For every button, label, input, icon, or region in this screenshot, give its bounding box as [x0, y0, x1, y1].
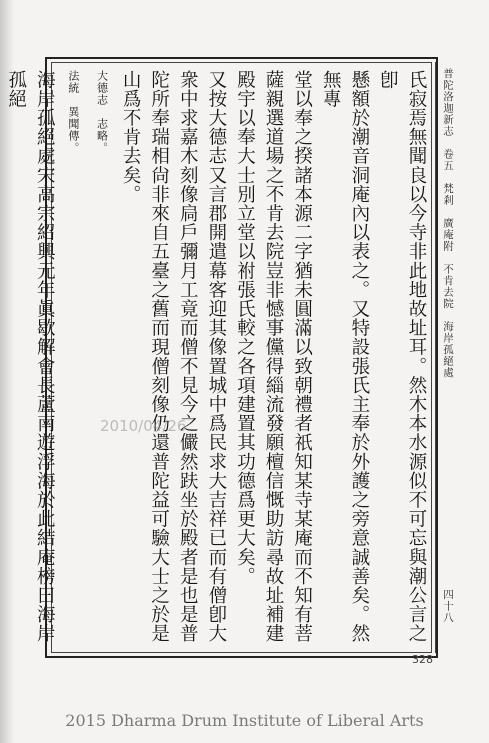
running-title: 普陀洛迦新志 卷五 梵剎 廣庵附 不肯去院 海岸孤絕處: [442, 68, 454, 379]
text-column: [0, 70, 1, 650]
text-column: 氏寂焉無聞良以今寺非此地故址耳。然木本水源似不可忘與潮公言之卽: [377, 70, 427, 643]
source-note-2: 法統 異聞傳。: [66, 70, 80, 154]
text-column: 衆中求嘉木刻像扃戶彌月工竟而僧不見今之儼然趺坐於殿者是也是普: [177, 70, 199, 643]
scan-date-watermark: 2010/04/26: [100, 417, 187, 435]
text-column: 薩親選道場之不肯去院豈非憾事儻得緇流發願檀信慨助訪尋故址補建: [263, 70, 285, 643]
text-column: 陀所奉瑞相尙非來自五臺之舊而現僧刻像仍還普陀益可驗大士之於是: [148, 70, 170, 643]
text-column: 懸額於潮音洞庵內以表之。又特設張氏主奉於外護之旁意誠善矣。然無專: [320, 70, 370, 643]
margin-divider: [435, 62, 436, 653]
small-note-column: [87, 70, 116, 650]
text-column: 又按大德志又言郡開遣幕客迎其像置城中爲民求大吉祥已而有僧卽大: [205, 70, 227, 643]
text-column: 殿宇以奉大士別立堂以祔張氏較之各項建置其功德爲更大矣。: [234, 70, 256, 586]
text-column: 堂以奉之揆諸本源二字猶未圓滿以致朝禮者祇知某寺某庵而不知有菩: [291, 70, 313, 643]
footer-watermark: 2015 Dharma Drum Institute of Liberal Arts: [65, 711, 424, 730]
text-column: 海岸孤絕處宋高宗紹興元年眞歇解會長蘆南遊浮海於此結庵榜曰海岸孤絕: [5, 70, 56, 643]
text-column: 山爲不肯去矣。: [120, 70, 142, 204]
source-note-1: 大德志 志略。: [95, 70, 109, 154]
page-number: 328: [412, 653, 433, 666]
main-text: [5, 70, 430, 650]
leaf-number: 四十八: [442, 589, 454, 624]
small-note-column: [58, 70, 87, 650]
